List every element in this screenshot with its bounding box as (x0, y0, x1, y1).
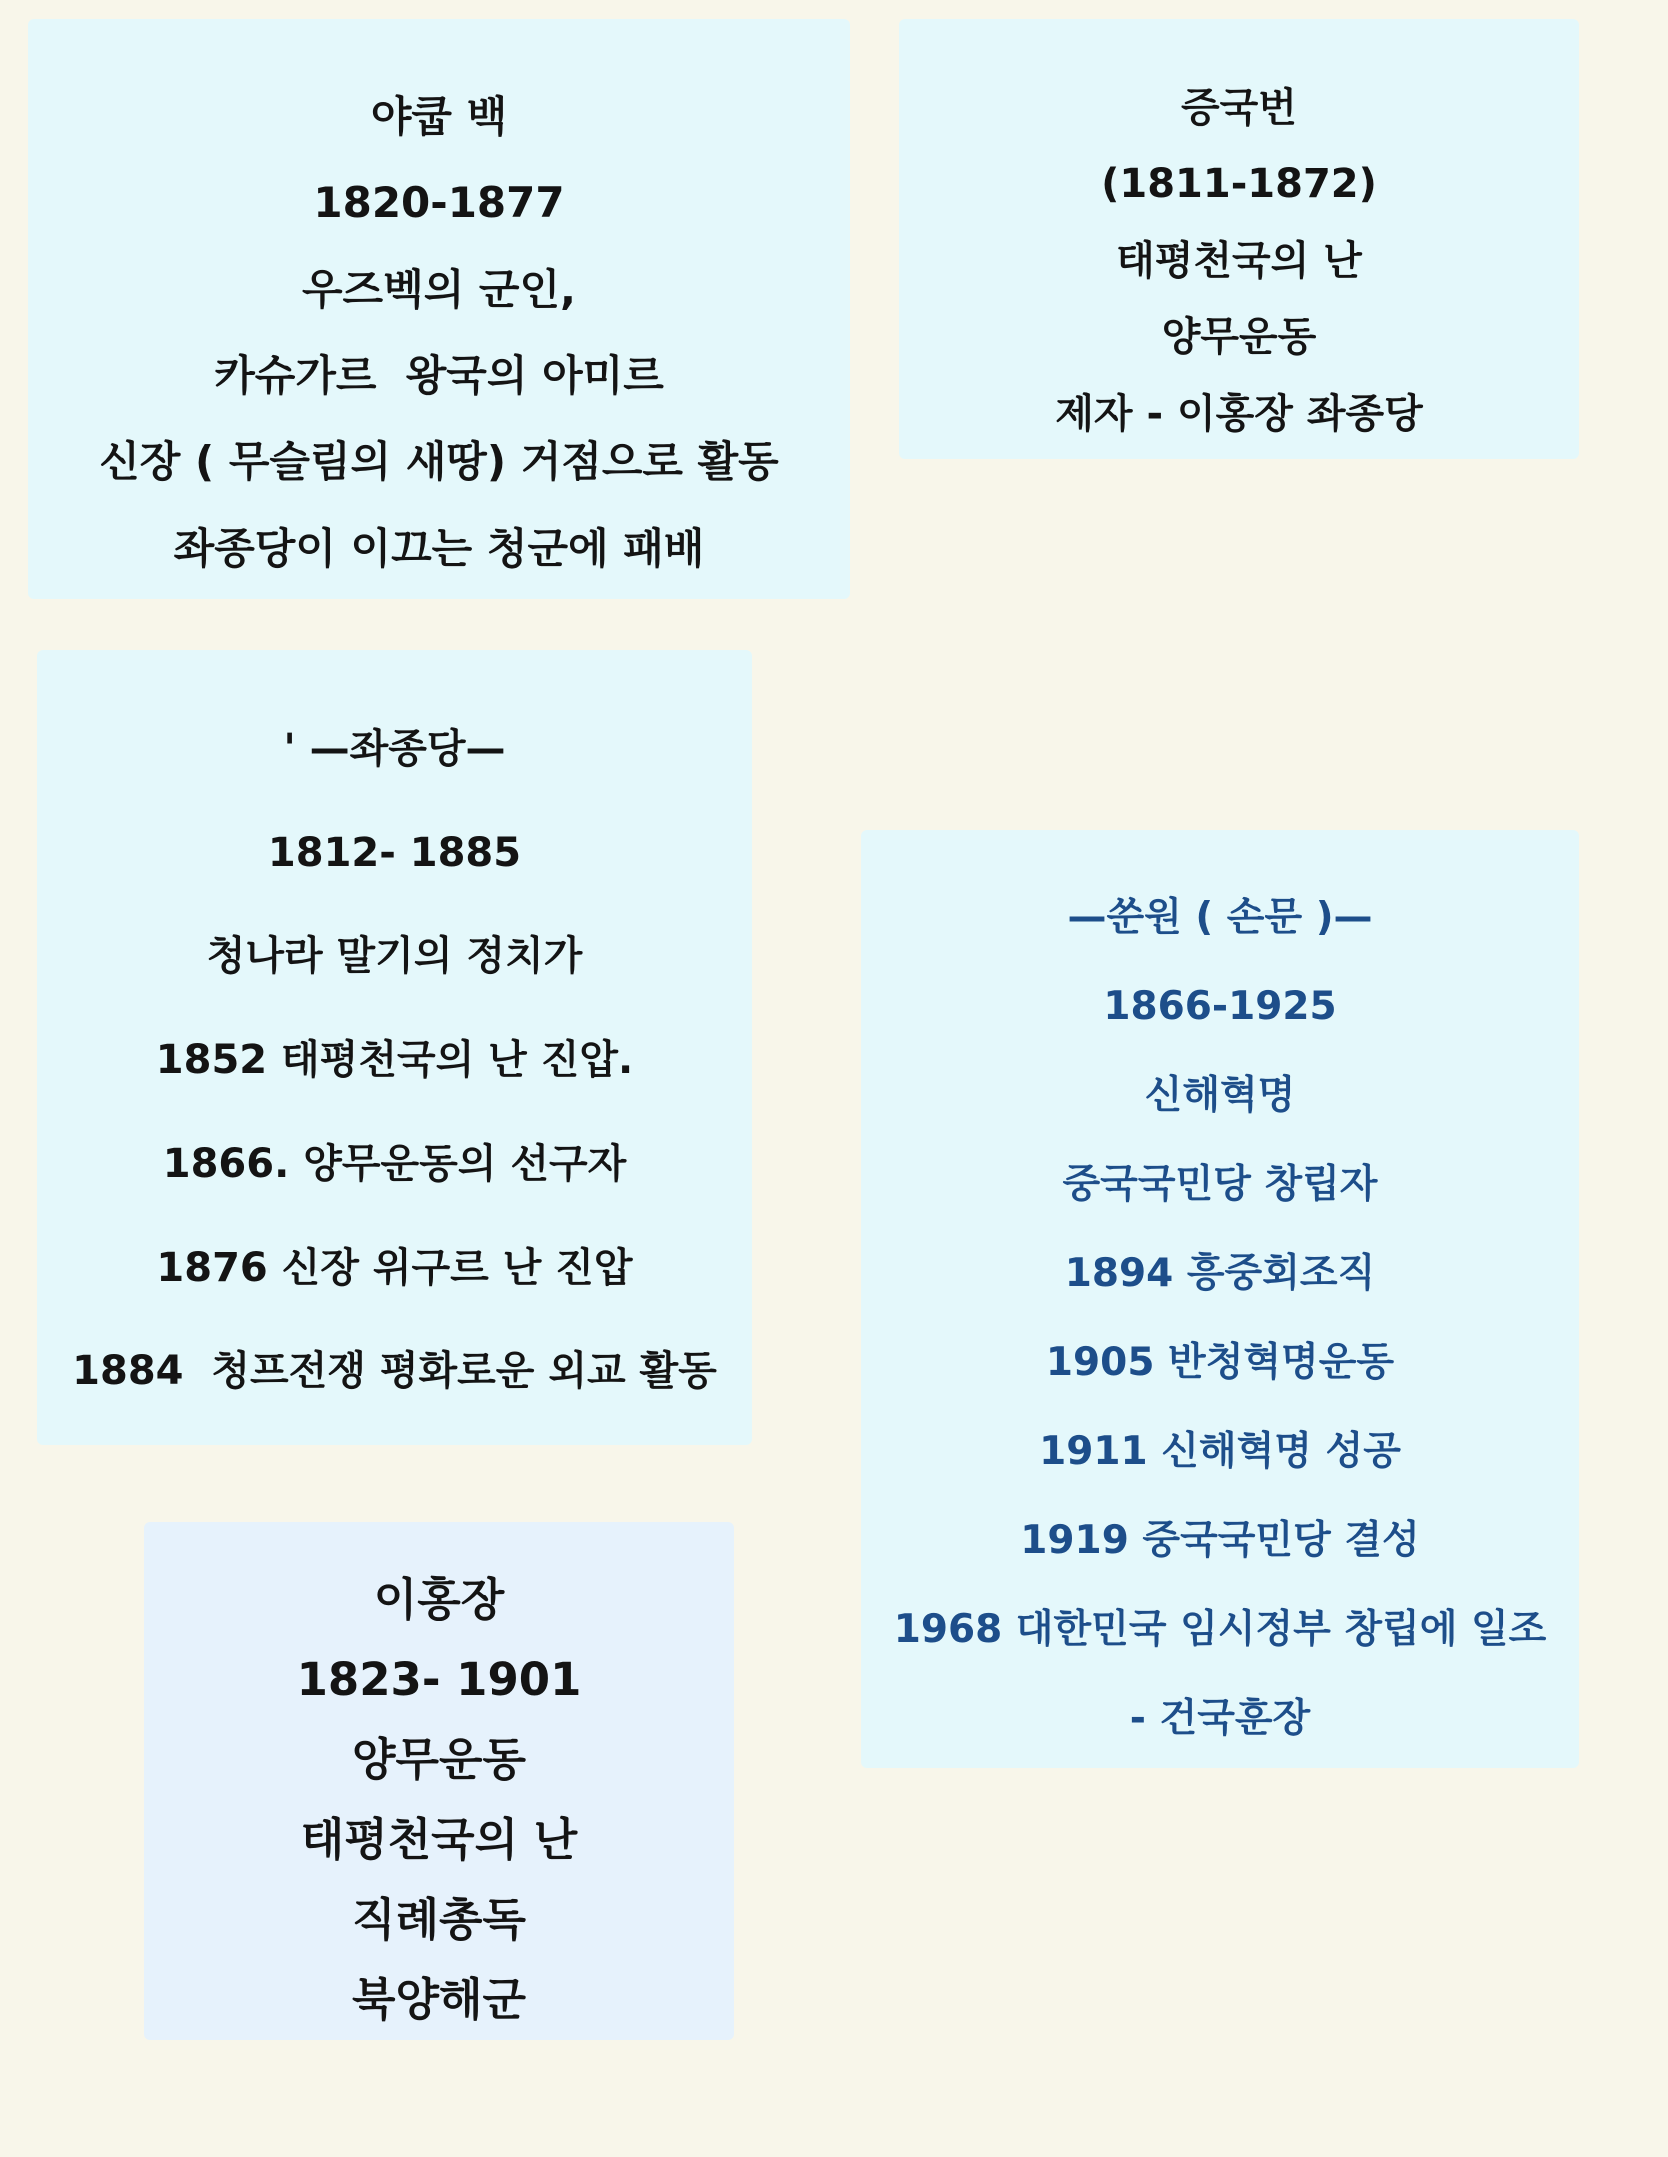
card-line: (1811-1872) (1101, 161, 1377, 208)
card-line: 1919 중국국민당 결성 (1020, 1518, 1420, 1563)
card-line: 태평천국의 난 (300, 1813, 578, 1866)
card-line: 청나라 말기의 정치가 (206, 933, 583, 980)
card-zuo-zongtang (37, 650, 752, 1445)
card-line: 1894 흥중회조직 (1064, 1251, 1376, 1296)
card-line: 카슈가르 왕국의 아미르 (214, 350, 664, 400)
card-line: 1866-1925 (1103, 984, 1337, 1029)
card-line: 1968 대한민국 임시정부 창립에 일조 (893, 1607, 1547, 1652)
card-line: 1884 청프전쟁 평화로운 외교 활동 (72, 1348, 717, 1395)
card-line: 1911 신해혁명 성공 (1039, 1429, 1401, 1474)
card-line: 1905 반청혁명운동 (1045, 1340, 1395, 1385)
card-line: 우즈벡의 군인, (301, 264, 576, 314)
card-line: 신장 ( 무슬림의 새땅) 거점으로 활동 (99, 437, 779, 487)
card-line: 1876 신장 위구르 난 진압 (156, 1244, 633, 1291)
card-line: 양무운동 (352, 1733, 526, 1786)
card-line: 1812- 1885 (267, 829, 522, 876)
card-li-hongzhang (144, 1522, 734, 2040)
card-line: 1852 태평천국의 난 진압. (155, 1037, 634, 1084)
card-line: 좌종당이 이끄는 청군에 패배 (173, 523, 705, 573)
card-sun-yat-sen (861, 830, 1579, 1768)
card-line: 1823- 1901 (296, 1653, 582, 1706)
card-zeng-guofan (899, 19, 1579, 459)
card-line: 신해혁명 (1144, 1073, 1296, 1118)
card-line: 북양해군 (352, 1973, 526, 2026)
card-title: 이홍장 (373, 1573, 505, 1626)
card-line: 중국국민당 창립자 (1062, 1162, 1378, 1207)
card-line: 직례총독 (352, 1893, 526, 1946)
card-line: 제자 - 이홍장 좌종당 (1055, 390, 1423, 437)
card-title: 야쿱 백 (370, 92, 508, 141)
card-line: 양무운동 (1161, 314, 1317, 361)
card-title: ' —좌종당— (283, 726, 506, 772)
card-title: 증국번 (1181, 85, 1297, 131)
card-yakub-beg (28, 19, 850, 599)
card-line: 1820-1877 (313, 178, 565, 228)
card-line: - 건국훈장 (1129, 1696, 1311, 1741)
card-line: 태평천국의 난 (1116, 237, 1362, 284)
card-title: —쑨원 ( 손문 )— (1067, 895, 1373, 940)
card-line: 1866. 양무운동의 선구자 (162, 1140, 627, 1187)
